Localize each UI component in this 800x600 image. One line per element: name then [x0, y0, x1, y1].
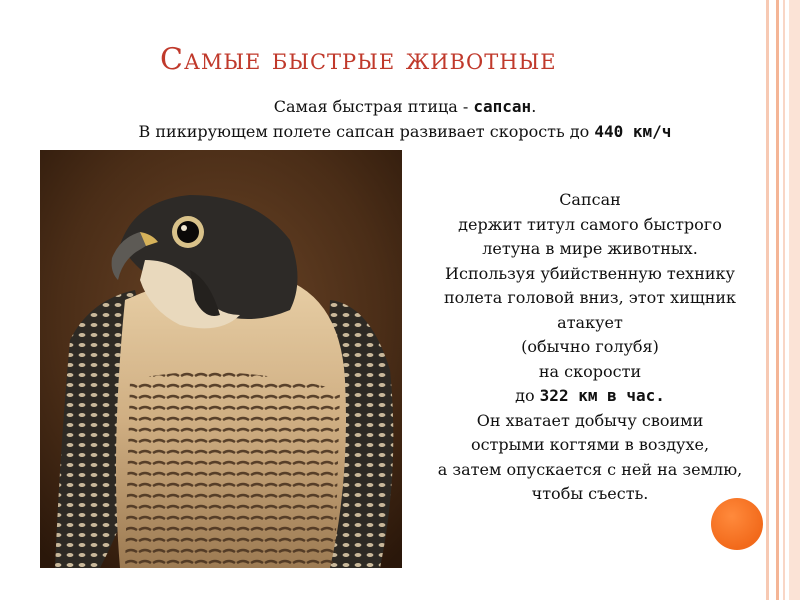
decorative-stripe: [789, 0, 800, 600]
orange-circle-icon: [711, 498, 763, 550]
description-line: (обычно голубя): [521, 337, 659, 356]
decorative-stripe: [776, 0, 779, 600]
slide-title: Самые быстрые животные: [160, 42, 557, 77]
description-line: на скорости: [538, 361, 642, 381]
description-line: а затем опускается с ней на землю,: [437, 459, 743, 479]
intro-text: [60, 94, 750, 144]
description-line: атакует: [557, 312, 623, 332]
decorative-stripe: [783, 0, 785, 600]
speed-value: 322 км в час.: [539, 386, 665, 405]
description-text: [415, 188, 765, 507]
description-line: чтобы съесть.: [531, 484, 649, 503]
description-line: Используя убийственную технику: [445, 263, 735, 283]
description-line: Он хватает добычу своими: [476, 410, 704, 430]
description-line: летуна в мире животных.: [482, 239, 698, 258]
description-speed-line: [415, 384, 765, 409]
description-line: острыми когтями в воздухе,: [470, 435, 710, 454]
falcon-illustration-icon: [40, 150, 402, 568]
intro-line-2-prefix: В пикирующем полете сапсан развивает скорость до: [138, 122, 595, 141]
intro-line-1-prefix: Самая быстрая птица -: [273, 97, 474, 116]
intro-line-1-bold: сапсан: [473, 97, 532, 116]
description-line: держит титул самого быстрого: [458, 214, 722, 234]
intro-line-1: [60, 94, 750, 119]
description-line: полета головой вниз, этот хищник: [443, 288, 737, 307]
intro-line-1-suffix: .: [531, 97, 537, 116]
intro-line-2-bold: 440 км/ч: [594, 122, 672, 141]
speed-prefix: до: [515, 386, 540, 405]
intro-line-2: [60, 119, 750, 144]
falcon-photo: [40, 150, 402, 568]
decorative-stripe: [766, 0, 769, 600]
description-line: Сапсан: [559, 190, 621, 209]
